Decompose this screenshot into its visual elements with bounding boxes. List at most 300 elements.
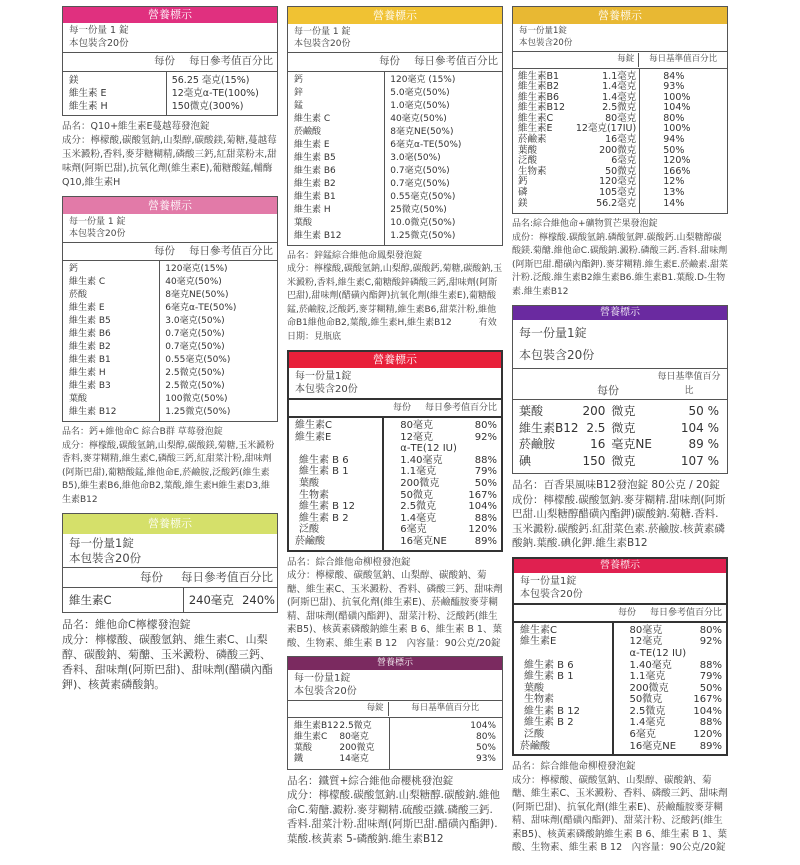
nutrient-row bbox=[288, 732, 502, 743]
nutrient-name: 維生素 B 2 bbox=[299, 512, 349, 524]
nutrient-name: 維生素 B12 bbox=[69, 407, 117, 417]
col-per-serving: 每份 bbox=[379, 55, 400, 67]
nutrient-name: 維生素E bbox=[520, 636, 557, 648]
nutrient-amount: 2.5 bbox=[586, 420, 606, 435]
product-name: 品名：百香果風味B12發泡錠 80公克 / 20錠 bbox=[512, 479, 720, 492]
nutrient-amount: 0.55毫克(50%) bbox=[165, 355, 231, 365]
nutrition-label bbox=[62, 513, 278, 613]
nutrient-row bbox=[63, 380, 277, 393]
nutrient-amount: 5.0毫克(50%) bbox=[390, 87, 450, 98]
nutrient-row bbox=[288, 87, 502, 100]
nutrient-name: 維生素 B12 bbox=[294, 230, 342, 241]
nutrient-amount: 200微克 bbox=[629, 682, 669, 694]
nutrient-amount: 120毫克 bbox=[599, 176, 637, 188]
nutrient-row bbox=[514, 636, 726, 648]
ingredients-list: 成份：檸檬酸.碳酸氫鈉.磷酸氫鉀.碳酸鈣.山梨糖醇碳酸鎂.菊醣.維他命C.碳酸鈉.澱粉.磷酸三鈣.香料.甜味劑(阿斯巴甜.醋磺內酯鉀).麥芽糊精.維生素E.菸鹼素.甜菜汁粉.泛酸.維生素B2維生素B6.維生素B1.葉酸.D-生物素.維生素B12 bbox=[512, 232, 729, 297]
nutrient-row bbox=[288, 217, 502, 230]
nutrient-name: 鎂 bbox=[69, 74, 79, 86]
nutrition-label bbox=[287, 350, 503, 552]
col-daily-value: 每日參考值百分比 bbox=[414, 55, 498, 67]
nutrition-label bbox=[62, 196, 278, 423]
nutrient-amount: 14毫克 bbox=[339, 753, 369, 764]
column-header bbox=[288, 53, 502, 72]
nutrient-name: 維生素 B 12 bbox=[524, 705, 580, 717]
nutrient-unit: 微克 bbox=[611, 453, 636, 468]
col-daily-value: 每日基準值百分比 bbox=[411, 703, 480, 714]
nutrient-name: 維生素 H bbox=[294, 204, 331, 215]
nutrient-amount: 1.40毫克 bbox=[629, 659, 672, 671]
nutrient-daily-value: 50% bbox=[475, 742, 496, 753]
nutrient-name: 磷 bbox=[518, 187, 528, 199]
serving-size: 每一份量1錠 bbox=[519, 326, 587, 341]
servings-per-package: 本包裝含20份 bbox=[69, 550, 142, 565]
nutrient-daily-value: 89% bbox=[699, 740, 722, 752]
product-block bbox=[62, 6, 278, 190]
nutrient-daily-value: 104 % bbox=[680, 420, 719, 435]
nutrient-name: 維生素E bbox=[518, 123, 553, 135]
nutrient-row bbox=[513, 420, 727, 437]
nutrient-daily-value: 79% bbox=[699, 671, 722, 683]
nutrient-daily-value: 100% bbox=[663, 123, 691, 135]
nutrient-amount: α-TE(12 IU) bbox=[400, 443, 457, 455]
column-divider bbox=[384, 72, 385, 245]
nutrient-amount: 100微克(50%) bbox=[165, 394, 228, 404]
nutrient-name: 鋅 bbox=[294, 87, 304, 98]
nutrient-name: 維生素 B3 bbox=[69, 381, 111, 391]
nutrient-amount: 1.4毫克 bbox=[602, 81, 637, 93]
column-divider bbox=[166, 72, 167, 115]
nutrient-table bbox=[63, 588, 277, 612]
nutrient-daily-value: 13% bbox=[663, 187, 685, 199]
nutrient-name: 鈣 bbox=[518, 176, 528, 188]
nutrient-name: 生物素 bbox=[524, 694, 554, 706]
nutrient-name: 葉酸 bbox=[519, 404, 544, 419]
nutrient-row bbox=[514, 625, 726, 637]
nutrient-name: 碘 bbox=[519, 453, 532, 468]
label-header: 營養標示 bbox=[63, 197, 277, 214]
ingredients-list: 成分：檸檬酸,碳酸氫鈉,山梨醇,碳酸鎂,菊糖,蔓越莓玉米澱粉,香料,麥芽糖糊精,磷酸三鈣,紅甜菜粉末,甜味劑(阿斯巴甜),抗氧化劑(維生素E),葡糖酸錳,輔酶Q10,維生素H bbox=[62, 134, 277, 188]
nutrient-daily-value: 50% bbox=[474, 477, 497, 489]
nutrient-amount: 1.1毫克 bbox=[400, 466, 437, 478]
nutrient-row bbox=[63, 302, 277, 315]
nutrient-row bbox=[513, 453, 727, 470]
column-header bbox=[63, 568, 277, 588]
nutrient-amount: 56.25 毫克(15%) bbox=[171, 74, 250, 86]
nutrient-amount: 3.0毫克(50%) bbox=[165, 316, 225, 326]
serving-info bbox=[513, 24, 727, 52]
nutrient-row bbox=[514, 683, 726, 695]
nutrient-name: 維生素B2 bbox=[518, 81, 560, 93]
nutrient-daily-value: 107 % bbox=[680, 453, 719, 468]
nutrient-daily-value: 240% bbox=[242, 592, 275, 607]
col-per-serving: 每份 bbox=[154, 244, 175, 257]
column-divider bbox=[159, 261, 160, 421]
ingredients-list: 成分：檸檬酸,碳酸氫鈉,山梨醇,碳酸鈣,菊糖,碳酸鈉,玉米澱粉,香料,維生素C,葡糖酸鋅磷酸三鈣,甜味劑(阿斯巴甜),甜味劑(醋磺內酯鉀)抗氧化劑(維生素E),葡糖酸錳,菸鹼胺,泛酸鈣,麥芽糊精,維生素B6,甜菜汁粉,維他命B1維他命B2,葉酸,維生素H,維生素B12 有效日期：見瓶底 bbox=[287, 264, 503, 342]
nutrient-row bbox=[514, 694, 726, 706]
nutrient-amount: 12毫克 bbox=[629, 636, 663, 648]
nutrient-row bbox=[514, 660, 726, 672]
nutrient-table bbox=[513, 69, 727, 214]
nutrient-row bbox=[288, 754, 502, 765]
col-daily-value: 每日參考值百分比 bbox=[189, 244, 273, 257]
nutrient-name: 生物素 bbox=[299, 489, 329, 501]
nutrient-name: 葉酸 bbox=[518, 144, 538, 156]
nutrient-row bbox=[289, 478, 501, 490]
col-daily-value: 每日基準值百分比 bbox=[649, 54, 718, 64]
product-block bbox=[512, 305, 728, 551]
nutrient-row bbox=[63, 74, 277, 87]
nutrient-amount: 2.5微克 bbox=[400, 501, 437, 513]
nutrient-row bbox=[63, 367, 277, 380]
nutrient-daily-value: 89 % bbox=[688, 437, 719, 452]
nutrient-name: 生物素 bbox=[518, 165, 547, 177]
serving-size: 每一份量1錠 bbox=[295, 371, 352, 382]
product-name: 品名：維他命C檸檬發泡錠 bbox=[62, 617, 191, 631]
column-divider bbox=[382, 418, 384, 550]
product-description bbox=[512, 760, 728, 855]
nutrient-row bbox=[289, 443, 501, 455]
nutrient-row bbox=[289, 490, 501, 502]
nutrient-name: 泛酸 bbox=[524, 729, 544, 741]
nutrient-amount: 80毫克 bbox=[339, 731, 369, 742]
nutrition-label bbox=[287, 656, 503, 770]
nutrient-name: 維生素 C bbox=[294, 113, 331, 124]
col-daily-value: 每日基準值百分比 bbox=[657, 372, 721, 397]
serving-info bbox=[514, 573, 726, 605]
nutrient-amount: α-TE(12 IU) bbox=[629, 647, 687, 659]
nutrient-row bbox=[289, 420, 501, 432]
column-left bbox=[62, 6, 278, 692]
nutrient-table bbox=[288, 718, 502, 769]
product-name: 品名：鐵質+綜合維他命櫻桃發泡錠 bbox=[287, 774, 454, 787]
nutrient-daily-value: 80% bbox=[663, 112, 685, 124]
nutrient-daily-value: 79% bbox=[474, 466, 497, 478]
nutrient-name: 維生素 B2 bbox=[69, 342, 111, 352]
nutrient-row bbox=[288, 230, 502, 243]
nutrient-daily-value: 92% bbox=[474, 431, 497, 443]
nutrient-row bbox=[288, 126, 502, 139]
serving-size: 每一份量 1 錠 bbox=[69, 216, 126, 227]
servings-per-package: 本包裝含20份 bbox=[295, 384, 358, 395]
product-description bbox=[62, 120, 278, 190]
nutrient-amount: 105毫克 bbox=[599, 187, 637, 199]
col-per-serving: 每份 bbox=[140, 570, 163, 584]
column-divider bbox=[612, 623, 614, 755]
nutrient-amount: 1.25微克(50%) bbox=[165, 407, 231, 417]
nutrient-table bbox=[63, 72, 277, 115]
column-divider bbox=[183, 588, 184, 612]
nutrient-amount: 1.25微克(50%) bbox=[390, 230, 456, 241]
serving-info bbox=[513, 320, 727, 369]
nutrient-row bbox=[288, 165, 502, 178]
nutrient-daily-value: 89% bbox=[474, 535, 497, 547]
column-divider bbox=[389, 718, 390, 769]
nutrient-name: 菸鹼酸 bbox=[294, 126, 322, 137]
serving-size: 每一份量1錠 bbox=[69, 536, 134, 550]
nutrient-row bbox=[288, 74, 502, 87]
nutrient-row bbox=[513, 436, 727, 453]
nutrient-amount: 1.1毫克 bbox=[629, 671, 666, 683]
nutrient-amount: 0.55毫克(50%) bbox=[390, 191, 456, 202]
product-block bbox=[62, 196, 278, 508]
nutrient-amount: 1.4毫克 bbox=[629, 717, 666, 729]
nutrient-amount: 50微克 bbox=[605, 165, 637, 177]
label-header: 營養標示 bbox=[288, 7, 502, 24]
nutrient-daily-value: 80% bbox=[474, 420, 497, 431]
nutrient-amount: 10.0微克(50%) bbox=[390, 217, 456, 228]
product-name: 品名：綜合維他命柳橙發泡錠 bbox=[512, 761, 636, 773]
nutrient-amount: 0.7毫克(50%) bbox=[390, 178, 450, 189]
nutrition-label bbox=[62, 6, 278, 116]
label-header: 營養標示 bbox=[289, 352, 501, 368]
nutrient-row bbox=[514, 741, 726, 753]
nutrient-name: 菸酸 bbox=[69, 290, 88, 300]
nutrient-amount: 6毫克α-TE(50%) bbox=[390, 139, 462, 150]
serving-info bbox=[63, 23, 277, 53]
nutrient-row bbox=[289, 513, 501, 525]
nutrient-name: 維生素B12 bbox=[519, 420, 579, 435]
nutrient-daily-value: 93% bbox=[475, 753, 496, 764]
nutrient-name: 維生素C bbox=[69, 592, 112, 607]
serving-size: 每一份量1錠 bbox=[519, 26, 567, 36]
servings-per-package: 本包裝含20份 bbox=[520, 588, 583, 600]
nutrient-amount: 6毫克 bbox=[611, 155, 637, 167]
nutrient-daily-value: 120% bbox=[663, 155, 691, 167]
nutrient-amount: 120毫克 (15%) bbox=[390, 74, 456, 85]
nutrient-amount: 80毫克 bbox=[400, 420, 433, 431]
nutrient-daily-value: 104% bbox=[470, 720, 496, 731]
label-header: 營養標示 bbox=[288, 657, 502, 670]
nutrient-daily-value: 104% bbox=[693, 705, 722, 717]
nutrient-row bbox=[63, 263, 277, 276]
nutrient-amount: 200微克 bbox=[599, 144, 637, 156]
nutrient-amount: 16 bbox=[590, 437, 606, 452]
nutrient-amount: 120毫克(15%) bbox=[165, 264, 228, 274]
nutrient-name: 葉酸 bbox=[69, 394, 88, 404]
col-per-serving: 每份 bbox=[597, 384, 619, 398]
nutrient-daily-value: 88% bbox=[474, 512, 497, 524]
nutrient-amount: 16毫克NE bbox=[400, 535, 447, 547]
nutrient-row bbox=[63, 328, 277, 341]
nutrient-amount: 1.1毫克 bbox=[602, 70, 637, 82]
nutrient-name: 鈣 bbox=[294, 74, 304, 85]
nutrient-row bbox=[288, 178, 502, 191]
nutrient-daily-value: 93% bbox=[663, 81, 685, 93]
nutrient-daily-value: 12% bbox=[663, 176, 685, 188]
product-block bbox=[512, 6, 728, 299]
nutrient-name: 維生素B6 bbox=[518, 91, 560, 103]
column-header bbox=[513, 369, 727, 400]
nutrient-daily-value: 167% bbox=[468, 489, 497, 501]
nutrient-name: 維生素 B 1 bbox=[299, 466, 349, 478]
nutrient-name: 維生素 B1 bbox=[294, 191, 336, 202]
nutrient-daily-value: 88% bbox=[699, 717, 722, 729]
nutrient-amount: 3.0毫(50%) bbox=[390, 152, 441, 163]
nutrient-amount: 1.40毫克 bbox=[400, 454, 443, 466]
column-header bbox=[288, 701, 502, 718]
nutrient-amount: 0.7毫克(50%) bbox=[165, 342, 225, 352]
nutrient-row bbox=[514, 648, 726, 660]
nutrient-name: 泛酸 bbox=[299, 524, 319, 536]
nutrient-amount: 2.5微克(50%) bbox=[165, 368, 225, 378]
nutrient-daily-value: 94% bbox=[663, 134, 685, 146]
nutrient-row bbox=[514, 717, 726, 729]
nutrient-amount: 240毫克 bbox=[188, 592, 234, 607]
serving-size: 每一份量1錠 bbox=[520, 575, 577, 587]
nutrient-row bbox=[63, 87, 277, 100]
product-name: 品名：Q10+維生素E蔓越莓發泡錠 bbox=[62, 120, 210, 132]
nutrient-amount: 56.2毫克 bbox=[596, 197, 637, 209]
nutrient-row bbox=[63, 100, 277, 113]
nutrient-amount: 25微克(50%) bbox=[390, 204, 447, 215]
nutrient-name: 維生素 B 2 bbox=[524, 717, 574, 729]
nutrient-row bbox=[288, 113, 502, 126]
col-per-serving: 每份 bbox=[154, 55, 175, 67]
nutrient-name: 錳 bbox=[294, 100, 304, 111]
col-daily-value: 每日參考值百分比 bbox=[424, 403, 497, 413]
nutrient-name: 菸鹼酸 bbox=[295, 535, 325, 547]
nutrient-row bbox=[288, 100, 502, 113]
nutrient-row bbox=[514, 671, 726, 683]
nutrient-daily-value: 80% bbox=[699, 624, 722, 636]
product-block bbox=[62, 513, 278, 692]
column-header bbox=[514, 605, 726, 623]
nutrient-amount: 2.5微克 bbox=[339, 720, 372, 731]
col-daily-value: 每日參考值百分比 bbox=[181, 570, 273, 584]
serving-info bbox=[63, 214, 277, 243]
nutrient-amount: 0.7毫克(50%) bbox=[165, 329, 225, 339]
nutrient-amount: 50微克 bbox=[629, 694, 663, 706]
nutrient-amount: 8毫克NE(50%) bbox=[165, 290, 229, 300]
nutrient-name: 葉酸 bbox=[524, 682, 544, 694]
nutrient-amount: 6毫克 bbox=[400, 524, 427, 536]
nutrient-row bbox=[289, 524, 501, 536]
ingredients-list: 成份：檸檬酸.碳酸氫鈉.麥芽糊精.甜味劑(阿斯巴甜.山梨糖醇醋磺內酯鉀)碳酸鈉.菊糖.香料.玉米澱粉.碳酸鈣.紅甜菜色素.菸鹼胺.核黃素磷酸鈉.葉酸.碘化鉀.維生素B12 bbox=[512, 493, 726, 550]
nutrient-amount: 80毫克 bbox=[629, 624, 663, 636]
product-name: 品名:綜合維他命+礦物質芒果發泡錠 bbox=[512, 219, 658, 230]
serving-info bbox=[288, 24, 502, 53]
product-block bbox=[287, 350, 503, 650]
col-per-serving: 每份 bbox=[617, 607, 636, 618]
nutrient-daily-value: 167% bbox=[693, 694, 722, 706]
nutrient-amount: 16毫克NE bbox=[629, 740, 677, 752]
nutrient-daily-value: 120% bbox=[693, 729, 722, 741]
nutrient-row bbox=[514, 706, 726, 718]
nutrient-name: 維生素C bbox=[295, 420, 332, 431]
ingredients-list: 成分：檸檬酸、碳酸氫鈉、山梨醇、碳酸鈉、菊醣、維生素C、玉米澱粉、香料、磷酸三鈣、甜味劑(阿斯巴甜)、抗氧化劑(維生素E)、菸鹼醯胺麥芽糊精、甜味劑(醋磺內酯鉀)、甜菜汁粉、泛酸鈣(維生素B5)、核黃素磷酸鈉維生素 B 6、維生素 B 1、葉酸、生物素、維生素 B 12 內容量：90公克/20錠 bbox=[512, 774, 728, 854]
product-description bbox=[512, 478, 728, 551]
nutrient-row bbox=[513, 199, 727, 210]
nutrient-amount: 12毫克 bbox=[400, 431, 433, 443]
nutrient-name: 維生素 E bbox=[69, 303, 105, 313]
nutrient-row bbox=[289, 501, 501, 513]
nutrient-name: 維生素 B 12 bbox=[299, 501, 355, 513]
nutrient-unit: 微克 bbox=[611, 404, 636, 419]
product-description bbox=[287, 556, 503, 651]
nutrient-amount: 40毫克(50%) bbox=[165, 277, 222, 287]
nutrient-amount: 16毫克 bbox=[605, 134, 637, 146]
serving-info bbox=[63, 534, 277, 568]
nutrient-daily-value: 120% bbox=[468, 524, 497, 536]
nutrient-name: 菸鹼素 bbox=[518, 134, 547, 146]
nutrient-amount: 200微克 bbox=[400, 477, 440, 489]
ingredients-list: 成分：檸檬酸.碳酸氫鈉.山梨糖醇.碳酸鈉.維他命C.菊醣.澱粉.麥芽糊精.硫酸亞鐵.磷酸三鈣.香料.甜菜汁粉.甜味劑(阿斯巴甜.醋磺內酯鉀).葉酸.核黃素 5-磷酸鈉.維生素B12 bbox=[287, 789, 500, 845]
nutrient-name: 維生素 C bbox=[69, 277, 106, 287]
nutrient-table bbox=[289, 418, 501, 550]
nutrient-row bbox=[63, 289, 277, 302]
nutrient-amount: 1.4毫克 bbox=[400, 512, 437, 524]
nutrient-daily-value: 50 % bbox=[688, 404, 719, 419]
nutrient-amount: 1.4毫克 bbox=[602, 91, 637, 103]
nutrient-name: 維生素 B2 bbox=[294, 178, 336, 189]
label-header: 營養標示 bbox=[63, 7, 277, 23]
product-name: 品名：綜合維他命柳橙發泡錠 bbox=[287, 556, 411, 568]
nutrient-row bbox=[289, 536, 501, 548]
nutrient-amount: 0.7毫克(50%) bbox=[390, 165, 450, 176]
servings-per-package: 本包裝含20份 bbox=[294, 39, 351, 49]
nutrient-amount: 1.0毫克(50%) bbox=[390, 100, 450, 111]
nutrient-name: 維生素 B5 bbox=[294, 152, 336, 163]
product-name: 品名：鋅錳綜合維他命鳳梨發泡錠 bbox=[287, 250, 423, 261]
col-per-serving: 每份 bbox=[392, 403, 411, 413]
nutrient-table bbox=[288, 72, 502, 245]
servings-per-package: 本包裝含20份 bbox=[294, 686, 357, 698]
nutrient-name: 菸鹼酸 bbox=[520, 740, 550, 752]
nutrient-name: 葉酸 bbox=[299, 477, 319, 489]
label-header: 營養標示 bbox=[513, 306, 727, 320]
nutrient-row bbox=[63, 406, 277, 419]
nutrient-row bbox=[63, 393, 277, 406]
product-description bbox=[512, 218, 728, 299]
ingredients-list: 成分：檸檬酸、碳酸氫鈉、山梨醇、碳酸鈉、菊醣、維生素C、玉米澱粉、香料、磷酸三鈣、甜味劑(阿斯巴甜)、抗氧化劑(維生素E)、菸鹼醯胺麥芽糊精、甜味劑(醋磺內酯鉀)、甜菜汁粉、泛酸鈣(維生素B5)、核黃素磷酸鈉維生素 B 6、維生素 B 1、葉酸、生物素、維生素 B 12 內容量：90公克/20錠 bbox=[287, 570, 503, 649]
serving-info bbox=[289, 368, 501, 400]
nutrient-name: 維生素 H bbox=[69, 368, 106, 378]
nutrient-row bbox=[513, 403, 727, 420]
nutrient-row bbox=[289, 455, 501, 467]
nutrition-label bbox=[512, 557, 728, 757]
label-header: 營養標示 bbox=[63, 514, 277, 534]
nutrient-name: 維生素 B 1 bbox=[524, 671, 574, 683]
serving-size: 每一份量 1 錠 bbox=[294, 27, 351, 37]
nutrient-amount: 12毫克(17IU) bbox=[575, 123, 637, 135]
nutrient-name: 泛酸 bbox=[518, 155, 538, 167]
nutrient-daily-value: 80% bbox=[475, 731, 496, 742]
nutrient-daily-value: 92% bbox=[699, 636, 722, 648]
col-daily-value: 每日參考值百分比 bbox=[189, 55, 273, 67]
nutrient-name: 維生素B1 bbox=[518, 70, 560, 82]
nutrient-unit: 毫克NE bbox=[611, 437, 652, 452]
column-header bbox=[63, 243, 277, 262]
nutrient-daily-value: 166% bbox=[663, 165, 691, 177]
nutrient-row bbox=[289, 432, 501, 444]
nutrient-amount: 2.5微克 bbox=[629, 705, 666, 717]
nutrient-name: 鎂 bbox=[518, 197, 528, 209]
nutrient-row bbox=[63, 354, 277, 367]
nutrient-amount: 150 bbox=[582, 453, 606, 468]
servings-per-package: 本包裝含20份 bbox=[69, 228, 126, 239]
nutrient-name: 維生素B12 bbox=[518, 102, 566, 114]
nutrient-daily-value: 104% bbox=[468, 501, 497, 513]
nutrient-table bbox=[513, 400, 727, 473]
nutrient-name: 維生素 B 6 bbox=[299, 454, 349, 466]
nutrient-row bbox=[288, 152, 502, 165]
servings-per-package: 本包裝含20份 bbox=[69, 37, 129, 49]
nutrient-amount: 2.5微克 bbox=[602, 102, 637, 114]
nutrient-daily-value: 50% bbox=[699, 682, 722, 694]
nutrient-row bbox=[289, 466, 501, 478]
column-header bbox=[513, 52, 727, 69]
nutrient-amount: 2.5微克(50%) bbox=[165, 381, 225, 391]
